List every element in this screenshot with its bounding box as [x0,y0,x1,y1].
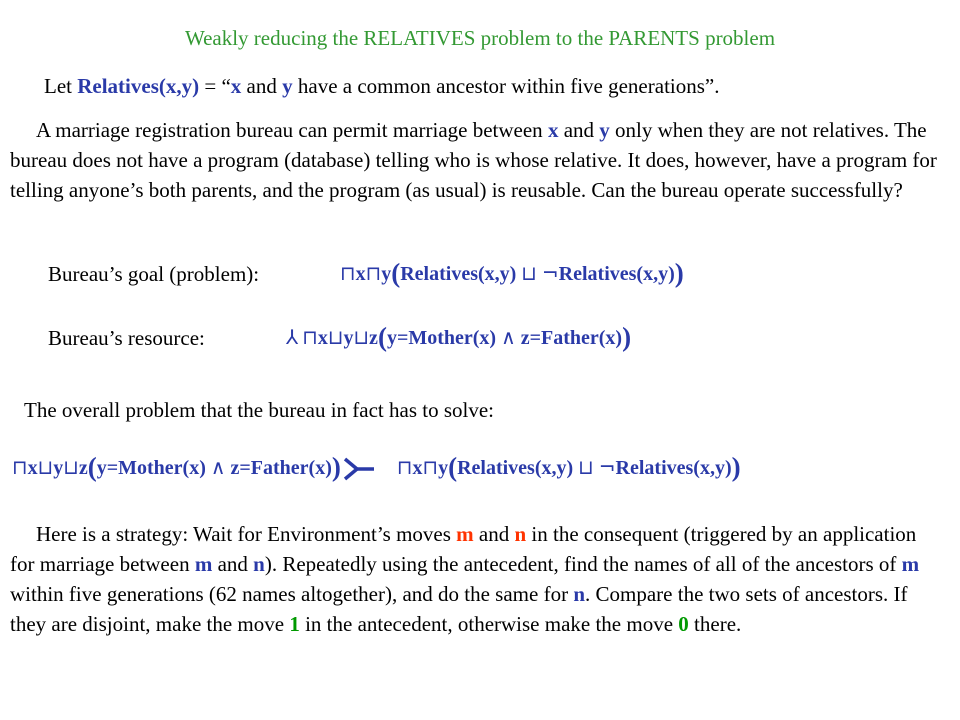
strategy-text: and [473,522,515,546]
relatives-term: Relatives(x,y) [400,263,517,285]
choice-disjunction-icon: ⊔ [521,261,537,285]
bound-var: x [412,457,423,479]
para1-text-1: A marriage registration bureau can permit marriage between [36,118,548,142]
strategy-text: ). Repeatedly using the antecedent, find the names of all of the ancestors of [264,552,902,576]
close-paren: ) [674,258,684,288]
move-one: 1 [289,612,300,636]
strategy-text: Here is a strategy: Wait for Environment’s moves [36,522,457,546]
bound-var: y [438,457,449,479]
bound-var: x [27,457,38,479]
definition-and: and [241,74,283,98]
recurrence-icon: ⅄ [286,325,299,349]
antecedent-formula [12,452,341,482]
move-n: n [514,522,527,546]
bureau-paragraph [10,115,940,205]
choice-universal-quantifier: ⊓ [340,261,356,285]
choice-universal-quantifier: ⊓ [12,455,28,479]
overall-intro: The overall problem that the bureau in fact has to solve: [24,398,495,422]
choice-existential-quantifier: ⊔ [63,455,79,479]
relatives-term: Relatives(x,y) [615,457,732,479]
open-paren: ( [377,322,387,352]
var-n: n [573,582,586,606]
var-m: m [194,552,213,576]
close-paren: ) [622,322,632,352]
open-paren: ( [448,452,458,482]
negation-icon: ¬ [541,261,559,285]
bound-var: z [369,327,378,349]
close-paren: ) [731,452,741,482]
father-equation: z=Father(x) [520,327,623,349]
para1-text-2: only when they are not relatives. The bureau does not have a program (database) telling who is whose relative. It does, however, have a program for telling anyone’s both parents, and the program (as usual) is reusable. Can the bureau operate successfully? [10,118,937,202]
bound-var: z [78,457,88,479]
relatives-definition [44,74,719,99]
resource-label: Bureau’s resource: [48,326,205,350]
var-x: x [230,74,242,98]
bound-var: y [343,327,354,349]
goal-label: Bureau’s goal (problem): [48,262,260,286]
reduction-icon [343,456,375,482]
move-m: m [456,522,474,546]
choice-universal-quantifier: ⊓ [365,261,382,285]
resource-formula [286,322,631,353]
para1-and: and [558,118,600,142]
choice-existential-quantifier: ⊔ [353,325,370,349]
strategy-text: and [212,552,254,576]
slide-title: Weakly reducing the RELATIVES problem to the PARENTS problem [184,26,776,50]
strategy-text: in the antecedent, otherwise make the move [299,612,679,636]
close-paren: ) [331,452,341,482]
relatives-predicate: Relatives(x,y) [77,74,200,98]
choice-universal-quantifier: ⊓ [422,455,439,479]
para1-var-x: x [547,118,559,142]
mother-equation: y=Mother(x) [386,327,497,349]
var-n: n [253,552,265,576]
mother-equation: y=Mother(x) [96,457,206,479]
choice-existential-quantifier: ⊔ [327,325,344,349]
bound-var: x [355,263,366,285]
overall-formula [12,452,741,483]
var-m: m [901,552,920,576]
var-y: y [282,74,293,98]
strategy-text: in the consequent (triggered by an application for marriage between [10,522,917,576]
conjunction-icon: ∧ [210,455,226,479]
strategy-text: within five generations (62 names altogether), and do the same for [10,582,574,606]
open-paren: ( [87,452,97,482]
choice-universal-quantifier: ⊓ [302,325,318,349]
negation-icon: ¬ [598,455,616,479]
move-zero: 0 [678,612,689,636]
bound-var: y [53,457,64,479]
strategy-text: . Compare the two sets of ancestors. If they are disjoint, make the move [10,582,908,636]
relatives-term: Relatives(x,y) [457,457,574,479]
choice-disjunction-icon: ⊔ [578,455,594,479]
definition-eq: = “ [199,74,231,98]
father-equation: z=Father(x) [230,457,332,479]
open-paren: ( [391,258,401,288]
definition-prefix: Let [44,74,78,98]
consequent-formula [396,452,741,482]
choice-existential-quantifier: ⊔ [37,455,54,479]
para1-var-y: y [599,118,610,142]
choice-universal-quantifier: ⊓ [396,455,413,479]
definition-rest: have a common ancestor within five generations”. [292,74,720,98]
strategy-text: there. [688,612,742,636]
strategy-paragraph [10,519,940,639]
relatives-term: Relatives(x,y) [558,263,675,285]
goal-formula [340,258,684,289]
conjunction-icon: ∧ [501,325,516,349]
bound-var: y [381,263,392,285]
bound-var: x [317,327,328,349]
